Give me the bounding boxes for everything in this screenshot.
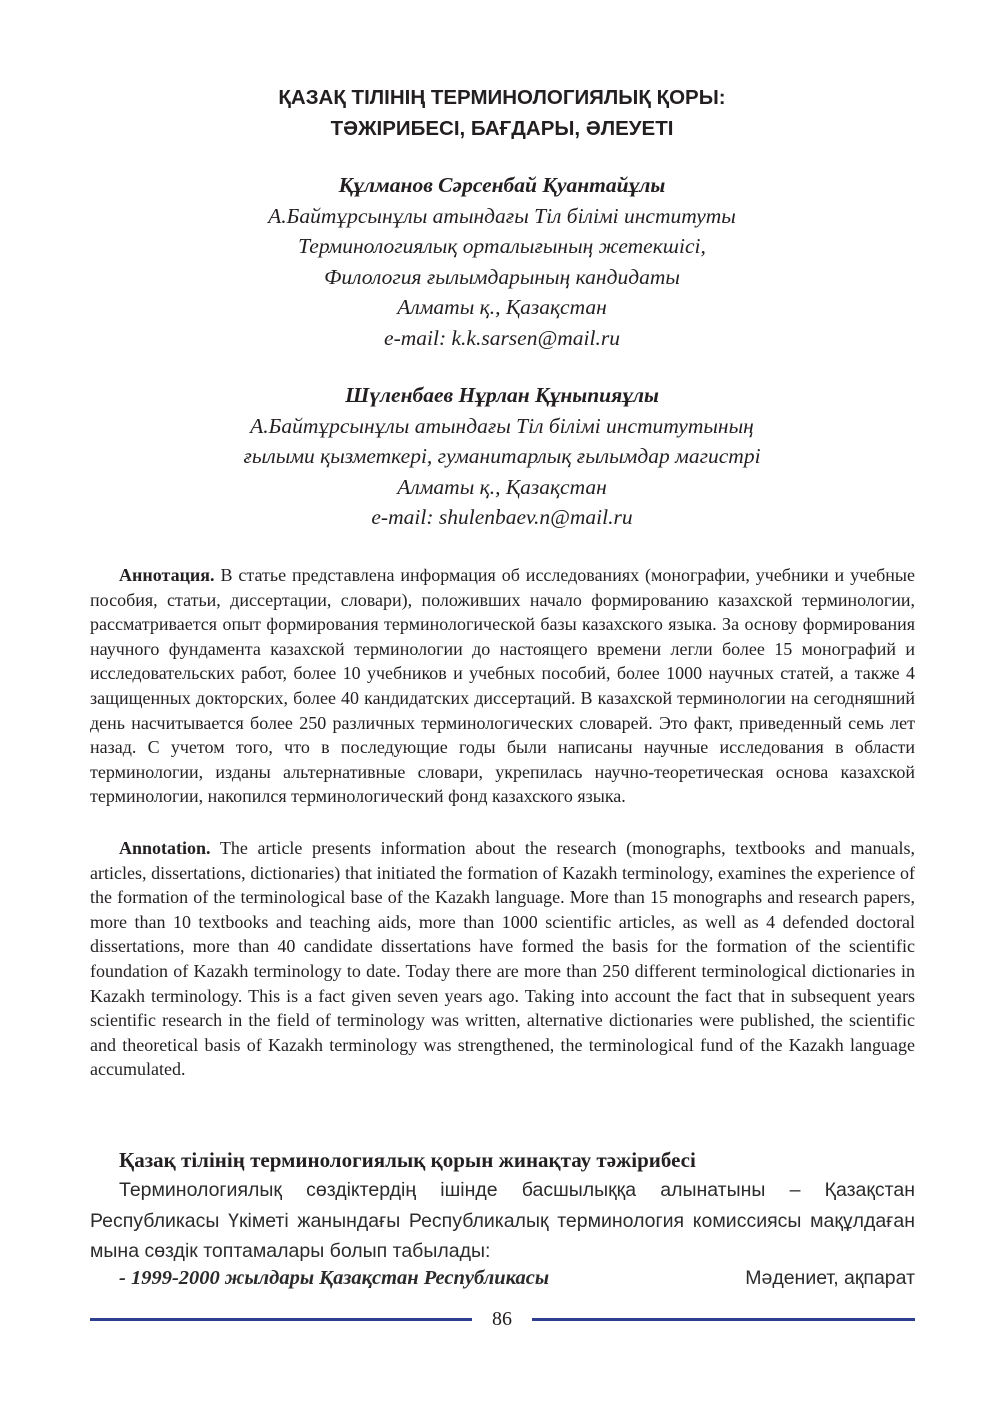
author-block-1 (90, 170, 914, 353)
author-affiliation-line: А.Байтұрсынұлы атындағы Тіл білімі институты (268, 203, 736, 228)
author-degree-line: Филология ғылымдарының кандидаты (324, 264, 680, 289)
article-title-line-2: ТӘЖІРИБЕСІ, БАҒДАРЫ, ӘЛЕУЕТІ (330, 117, 674, 140)
abstract-label: Annotation. (119, 838, 211, 858)
author-name: Құлманов Сәрсенбай Қуантайұлы (338, 173, 666, 197)
abstract-paragraph (90, 563, 915, 809)
abstract-english (90, 836, 915, 1082)
abstract-label: Аннотация. (119, 565, 215, 585)
abstract-text: The article presents information about the research (monographs, textbooks and manuals, articles, dissertations, dictionaries) that initiated the formation of Kazakh terminology, examines the experience of the formation of the terminological base of the Kazakh language. More than 15 monographs and research papers, more than 10 textbooks and teaching aids, more than 1000 scientific articles, as well as 4 defended doctoral dissertations, more than 40 candidate dissertations have formed the basis for the formation of the scientific foundation of Kazakh terminology to date. Today there are more than 250 different terminological dictionaries in Kazakh terminology. This is a fact given seven years ago. Taking into account the fact that in subsequent years scientific research in the field of terminology was written, alternative dictionaries were published, the scientific and theoretical basis of Kazakh terminology was strengthened, the terminological fund of the Kazakh language accumulated. (90, 838, 915, 1080)
author-block-2 (90, 380, 914, 533)
list-item-bold-text: - 1999-2000 жылдары Қазақстан Республикасы (119, 1267, 550, 1289)
author-name: Шүленбаев Нұрлан Құныпияұлы (345, 383, 659, 407)
author-affiliation-line: А.Байтұрсынұлы атындағы Тіл білімі институтының (250, 413, 754, 438)
footer-rule-left (90, 1318, 472, 1321)
list-item (119, 1263, 915, 1294)
abstract-russian (90, 563, 915, 809)
article-title (90, 82, 914, 144)
page-number: 86 (492, 1308, 512, 1330)
author-location-line: Алматы қ., Қазақстан (397, 295, 607, 319)
author-email: e-mail: k.k.sarsen@mail.ru (384, 325, 620, 350)
body-paragraph: Терминологиялық сөздіктердің ішінде басшылыққа алынатыны – Қазақстан Республикасы Үкіметі жанындағы Республикалық терминология комиссиясы мақұлдаған мына сөздік топтамалары болып табылады: (90, 1179, 915, 1262)
author-position-line: ғылыми қызметкері, гуманитарлық ғылымдар магистрі (243, 444, 761, 468)
footer-rule-right (532, 1318, 915, 1321)
section-body (90, 1175, 915, 1267)
author-location-line: Алматы қ., Қазақстан (397, 474, 607, 499)
abstract-text: В статье представлена информация об исследованиях (монографии, учебники и учебные пособия, статьи, диссертации, словари), положивших начало формированию казахской терминологии, рассматривается опыт формирования терминологической базы казахского языка. За основу формирования научного фундамента казахской терминологии до настоящего времени легли более 15 монографий и исследовательских работ, более 10 учебников и учебных пособий, более 1000 научных статей, а также 4 защищенных докторских, более 40 кандидатских диссертаций. В казахской терминологии на сегодняшний день насчитывается более 250 различных терминологических словарей. Это факт, приведенный семь лет назад. С учетом того, что в последующие годы были написаны научные исследования в области терминологии, изданы альтернативные словари, укрепилась научно-теоретическая основа казахской терминологии, накопился терминологический фонд казахского языка. (90, 565, 915, 807)
article-title-line-1: ҚАЗАҚ ТІЛІНІҢ ТЕРМИНОЛОГИЯЛЫҚ ҚОРЫ: (278, 86, 726, 109)
author-position-line: Терминологиялық орталығының жетекшісі, (298, 234, 706, 258)
author-email: e-mail: shulenbaev.n@mail.ru (371, 505, 633, 529)
abstract-paragraph (90, 836, 915, 1082)
list-item-text: Мәдениет, ақпарат (745, 1267, 915, 1289)
section-heading: Қазақ тілінің терминологиялық қорын жинақтау тәжірибесі (119, 1148, 696, 1172)
